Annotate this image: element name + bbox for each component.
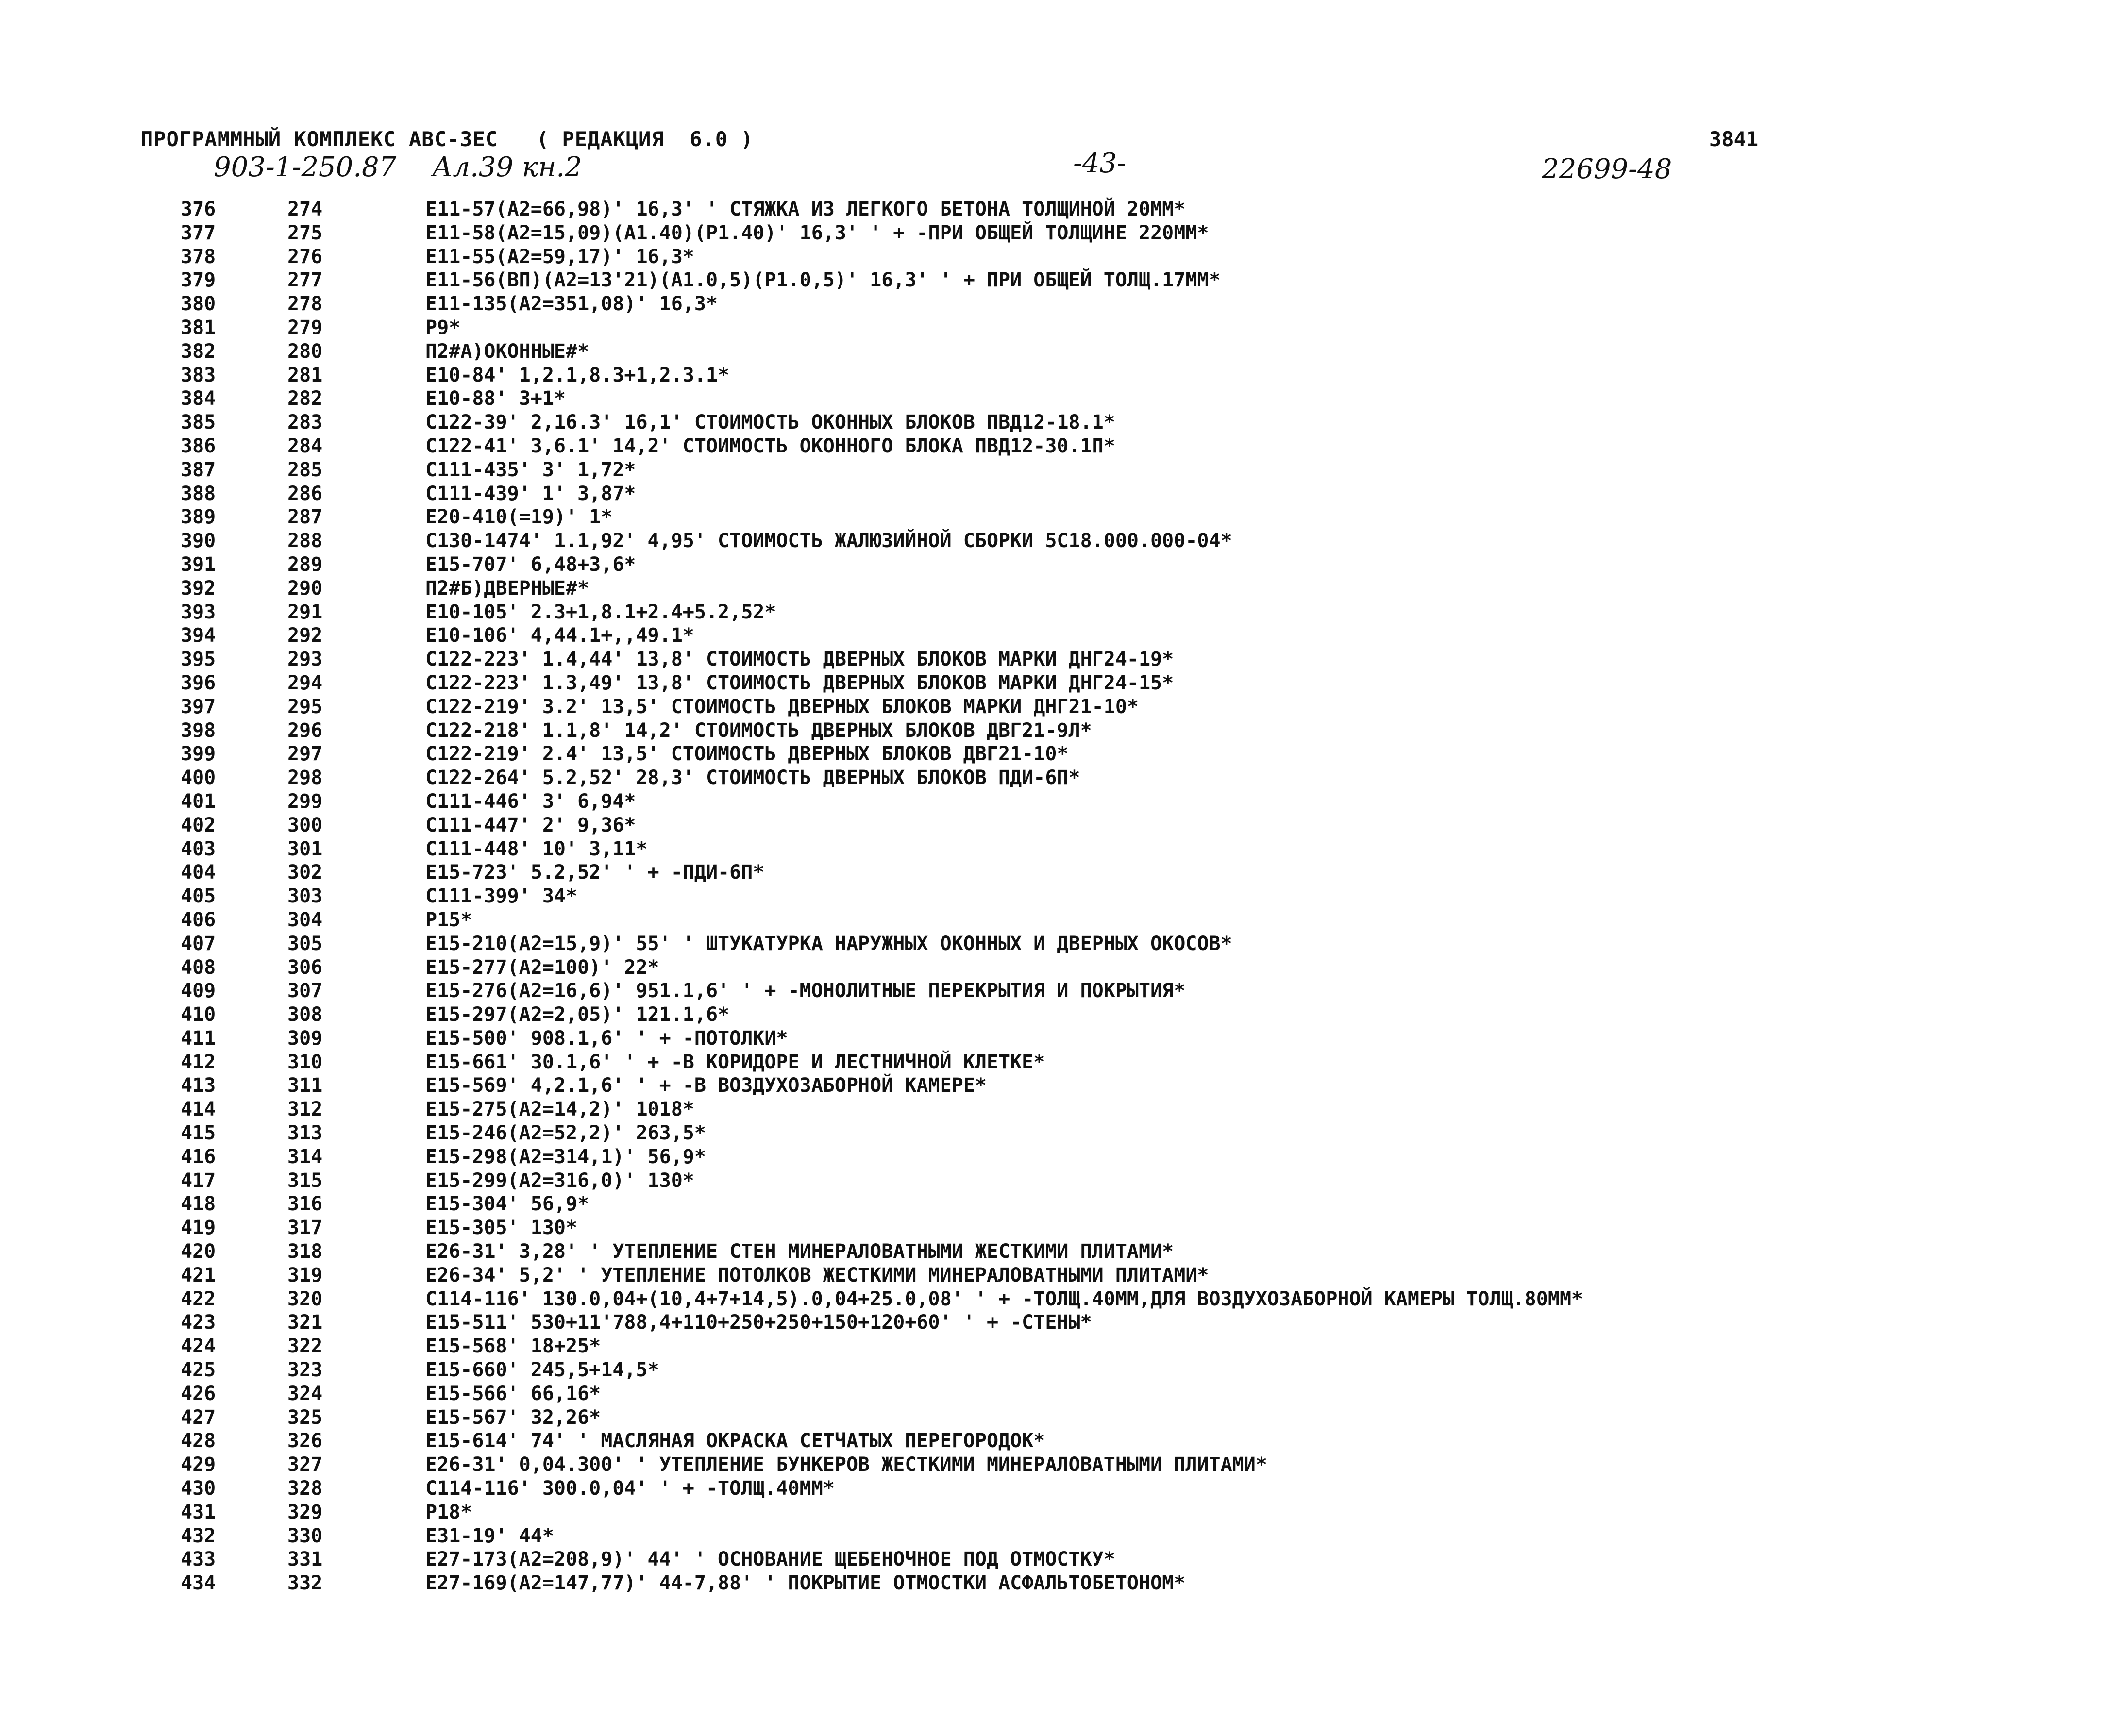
listing-row: [0, 1217, 2120, 1240]
listing-row: [0, 672, 2120, 696]
statement-number: 324: [287, 1382, 323, 1405]
listing-row: [0, 1335, 2120, 1359]
listing-row: [0, 861, 2120, 885]
statement-text: Е15-511' 530+11'788,4+110+250+250+150+120+60' ' + -СТЕНЫ*: [425, 1311, 1092, 1334]
statement-text: Е15-210(А2=15,9)' 55' ' ШТУКАТУРКА НАРУЖНЫХ ОКОННЫХ И ДВЕРНЫХ ОКОСОВ*: [425, 932, 1232, 955]
listing-row: [0, 814, 2120, 838]
statement-number: 293: [287, 648, 323, 671]
line-number: 411: [181, 1027, 216, 1050]
listing-row: [0, 1477, 2120, 1501]
listing-row: [0, 411, 2120, 435]
line-number: 398: [181, 719, 216, 742]
listing-row: [0, 1193, 2120, 1217]
listing-row: [0, 577, 2120, 601]
statement-number: 307: [287, 980, 323, 1002]
statement-number: 304: [287, 908, 323, 931]
statement-number: 319: [287, 1264, 323, 1286]
statement-number: 315: [287, 1169, 323, 1192]
listing-row: [0, 459, 2120, 483]
listing-row: [0, 553, 2120, 577]
listing-row: [0, 696, 2120, 719]
listing-row: [0, 1548, 2120, 1572]
statement-text: С111-435' 3' 1,72*: [425, 458, 636, 481]
statement-number: 320: [287, 1287, 323, 1310]
line-number: 379: [181, 269, 216, 292]
listing-row: [0, 885, 2120, 909]
listing-row: [0, 980, 2120, 1003]
handwritten-project-code: 903-1-250.87: [214, 151, 397, 183]
listing-row: [0, 293, 2120, 317]
statement-number: 318: [287, 1240, 323, 1263]
statement-text: Е10-106' 4,44.1+,,49.1*: [425, 624, 694, 647]
statement-text: Е27-173(А2=208,9)' 44' ' ОСНОВАНИЕ ЩЕБЕНОЧНОЕ ПОД ОТМОСТКУ*: [425, 1548, 1115, 1571]
line-number: 425: [181, 1359, 216, 1382]
statement-text: Р18*: [425, 1501, 472, 1523]
listing-row: [0, 198, 2120, 222]
statement-text: С111-399' 34*: [425, 885, 578, 908]
statement-text: Е15-304' 56,9*: [425, 1193, 589, 1216]
listing-row: [0, 246, 2120, 269]
listing-row: [0, 1430, 2120, 1453]
statement-text: С114-116' 130.0,04+(10,4+7+14,5).0,04+25.0,08' ' + -ТОЛЩ.40ММ,ДЛЯ ВОЗДУХОЗАБОРНОЙ КАМЕРЫ ТОЛЩ.80ММ*: [425, 1287, 1583, 1310]
handwritten-folio-number: -43-: [1073, 148, 1127, 179]
statement-number: 310: [287, 1051, 323, 1073]
statement-text: Е11-58(А2=15,09)(А1.40)(Р1.40)' 16,3' ' + -ПРИ ОБЩЕЙ ТОЛЩИНЕ 220ММ*: [425, 221, 1209, 244]
statement-text: Е15-614' 74' ' МАСЛЯНАЯ ОКРАСКА СЕТЧАТЫХ ПЕРЕГОРОДОК*: [425, 1430, 1045, 1452]
listing-row: [0, 1122, 2120, 1146]
statement-number: 286: [287, 482, 323, 505]
listing-row: [0, 790, 2120, 814]
statement-number: 280: [287, 340, 323, 363]
listing-row: [0, 1051, 2120, 1075]
listing-row: [0, 1288, 2120, 1312]
line-number: 380: [181, 293, 216, 316]
statement-number: 321: [287, 1311, 323, 1334]
line-number: 382: [181, 340, 216, 363]
line-number: 404: [181, 861, 216, 884]
statement-number: 274: [287, 198, 323, 220]
statement-text: Е11-56(ВП)(А2=13'21)(А1.0,5)(Р1.0,5)' 16,3' ' + ПРИ ОБЩЕЙ ТОЛЩ.17ММ*: [425, 269, 1221, 292]
statement-number: 330: [287, 1524, 323, 1547]
line-number: 430: [181, 1477, 216, 1500]
statement-number: 328: [287, 1477, 323, 1500]
line-number: 417: [181, 1169, 216, 1192]
listing-row: [0, 648, 2120, 672]
statement-text: Е10-105' 2.3+1,8.1+2.4+5.2,52*: [425, 601, 776, 623]
line-number: 433: [181, 1548, 216, 1571]
line-number: 390: [181, 530, 216, 552]
line-number: 405: [181, 885, 216, 908]
statement-number: 296: [287, 719, 323, 742]
listing-row: [0, 506, 2120, 530]
listing-row: [0, 1146, 2120, 1169]
statement-number: 294: [287, 671, 323, 694]
line-number: 422: [181, 1287, 216, 1310]
statement-text: П2#Б)ДВЕРНЫЕ#*: [425, 577, 589, 600]
statement-text: С122-39' 2,16.3' 16,1' СТОИМОСТЬ ОКОННЫХ БЛОКОВ ПВД12-18.1*: [425, 411, 1115, 434]
statement-number: 301: [287, 837, 323, 860]
statement-text: П2#А)ОКОННЫЕ#*: [425, 340, 589, 363]
line-number: 376: [181, 198, 216, 220]
listing-row: [0, 1525, 2120, 1549]
line-number: 401: [181, 790, 216, 813]
program-header-title: ПРОГРАММНЫЙ КОМПЛЕКС АВС-3ЕС ( РЕДАКЦИЯ 6.0 ): [141, 127, 754, 151]
statement-text: Е11-55(А2=59,17)' 16,3*: [425, 245, 694, 268]
statement-text: С111-447' 2' 9,36*: [425, 814, 636, 836]
line-number: 432: [181, 1524, 216, 1547]
statement-text: С122-223' 1.4,44' 13,8' СТОИМОСТЬ ДВЕРНЫХ БЛОКОВ МАРКИ ДНГ24-19*: [425, 648, 1174, 671]
statement-number: 305: [287, 932, 323, 955]
statement-text: Е15-569' 4,2.1,6' ' + -В ВОЗДУХОЗАБОРНОЙ КАМЕРЕ*: [425, 1074, 987, 1097]
listing-row: [0, 317, 2120, 340]
line-number: 378: [181, 245, 216, 268]
line-number: 407: [181, 932, 216, 955]
statement-number: 290: [287, 577, 323, 600]
statement-number: 288: [287, 530, 323, 552]
line-number: 431: [181, 1501, 216, 1523]
line-number: 434: [181, 1572, 216, 1595]
line-number: 377: [181, 221, 216, 244]
listing-row: [0, 1264, 2120, 1288]
statement-number: 282: [287, 387, 323, 410]
statement-number: 329: [287, 1501, 323, 1523]
statement-number: 297: [287, 743, 323, 766]
statement-number: 313: [287, 1122, 323, 1145]
statement-text: С122-264' 5.2,52' 28,3' СТОИМОСТЬ ДВЕРНЫХ БЛОКОВ ПДИ-6П*: [425, 767, 1080, 789]
statement-number: 322: [287, 1335, 323, 1358]
line-number: 395: [181, 648, 216, 671]
listing-row: [0, 1169, 2120, 1193]
statement-number: 275: [287, 221, 323, 244]
line-number: 429: [181, 1453, 216, 1476]
statement-text: Е15-661' 30.1,6' ' + -В КОРИДОРЕ И ЛЕСТНИЧНОЙ КЛЕТКЕ*: [425, 1051, 1045, 1073]
statement-number: 323: [287, 1359, 323, 1382]
line-number: 381: [181, 316, 216, 339]
statement-text: Е27-169(А2=147,77)' 44-7,88' ' ПОКРЫТИЕ ОТМОСТКИ АСФАЛЬТОБЕТОНОМ*: [425, 1572, 1186, 1595]
line-number: 396: [181, 671, 216, 694]
statement-text: Е15-707' 6,48+3,6*: [425, 553, 636, 576]
statement-number: 283: [287, 411, 323, 434]
statement-number: 314: [287, 1145, 323, 1168]
statement-text: Е26-34' 5,2' ' УТЕПЛЕНИЕ ПОТОЛКОВ ЖЕСТКИМИ МИНЕРАЛОВАТНЫМИ ПЛИТАМИ*: [425, 1264, 1209, 1286]
statement-number: 325: [287, 1406, 323, 1429]
listing-row: [0, 909, 2120, 933]
statement-number: 326: [287, 1430, 323, 1452]
statement-text: Е10-84' 1,2.1,8.3+1,2.3.1*: [425, 364, 730, 386]
line-number: 414: [181, 1098, 216, 1121]
line-number: 421: [181, 1264, 216, 1286]
statement-text: Е15-660' 245,5+14,5*: [425, 1359, 659, 1382]
statement-number: 332: [287, 1572, 323, 1595]
listing-row: [0, 269, 2120, 293]
statement-number: 299: [287, 790, 323, 813]
listing-row: [0, 933, 2120, 956]
statement-text: С122-41' 3,6.1' 14,2' СТОИМОСТЬ ОКОННОГО БЛОКА ПВД12-30.1П*: [425, 434, 1115, 457]
listing-row: [0, 1406, 2120, 1430]
listing-row: [0, 1383, 2120, 1406]
listing-row: [0, 1501, 2120, 1525]
statement-number: 287: [287, 506, 323, 529]
line-number: 392: [181, 577, 216, 600]
line-number: 402: [181, 814, 216, 836]
statement-text: Е20-410(=19)' 1*: [425, 506, 613, 529]
listing-row: [0, 483, 2120, 506]
statement-text: Е15-246(А2=52,2)' 263,5*: [425, 1122, 706, 1145]
statement-number: 300: [287, 814, 323, 836]
statement-number: 284: [287, 434, 323, 457]
listing-row: [0, 1572, 2120, 1596]
line-number: 391: [181, 553, 216, 576]
statement-number: 306: [287, 956, 323, 979]
statement-number: 312: [287, 1098, 323, 1121]
statement-number: 302: [287, 861, 323, 884]
statement-text: Е15-297(А2=2,05)' 121.1,6*: [425, 1003, 730, 1026]
listing-row: [0, 838, 2120, 862]
line-number: 384: [181, 387, 216, 410]
line-number: 387: [181, 458, 216, 481]
line-number: 409: [181, 980, 216, 1002]
statement-text: С122-219' 3.2' 13,5' СТОИМОСТЬ ДВЕРНЫХ БЛОКОВ МАРКИ ДНГ21-10*: [425, 695, 1139, 718]
listing-row: [0, 1311, 2120, 1335]
listing-row: [0, 530, 2120, 553]
line-number: 389: [181, 506, 216, 529]
line-number: 418: [181, 1193, 216, 1216]
line-number: 383: [181, 364, 216, 386]
statement-number: 327: [287, 1453, 323, 1476]
line-number: 385: [181, 411, 216, 434]
line-number: 408: [181, 956, 216, 979]
listing-row: [0, 1003, 2120, 1027]
handwritten-document-number: 22699-48: [1542, 153, 1672, 185]
statement-text: Р9*: [425, 316, 461, 339]
line-number: 394: [181, 624, 216, 647]
line-number: 416: [181, 1145, 216, 1168]
line-number: 428: [181, 1430, 216, 1452]
statement-number: 291: [287, 601, 323, 623]
listing-row: [0, 1027, 2120, 1051]
statement-number: 289: [287, 553, 323, 576]
statement-text: Е31-19' 44*: [425, 1524, 554, 1547]
line-number: 397: [181, 695, 216, 718]
statement-number: 317: [287, 1217, 323, 1239]
page-number: 3841: [1709, 127, 1759, 151]
listing-row: [0, 1074, 2120, 1098]
statement-text: Р15*: [425, 908, 472, 931]
statement-text: С122-218' 1.1,8' 14,2' СТОИМОСТЬ ДВЕРНЫХ БЛОКОВ ДВГ21-9Л*: [425, 719, 1092, 742]
listing-row: [0, 222, 2120, 246]
statement-text: Е15-298(А2=314,1)' 56,9*: [425, 1145, 706, 1168]
statement-text: Е15-299(А2=316,0)' 130*: [425, 1169, 694, 1192]
statement-text: Е15-275(А2=14,2)' 1018*: [425, 1098, 694, 1121]
statement-text: С130-1474' 1.1,92' 4,95' СТОИМОСТЬ ЖАЛЮЗИЙНОЙ СБОРКИ 5С18.000.000-04*: [425, 530, 1232, 552]
line-number: 423: [181, 1311, 216, 1334]
line-number: 400: [181, 767, 216, 789]
statement-number: 311: [287, 1074, 323, 1097]
statement-text: С114-116' 300.0,04' ' + -ТОЛЩ.40ММ*: [425, 1477, 835, 1500]
statement-number: 292: [287, 624, 323, 647]
statement-number: 309: [287, 1027, 323, 1050]
statement-text: Е26-31' 3,28' ' УТЕПЛЕНИЕ СТЕН МИНЕРАЛОВАТНЫМИ ЖЕСТКИМИ ПЛИТАМИ*: [425, 1240, 1174, 1263]
statement-number: 295: [287, 695, 323, 718]
line-number: 412: [181, 1051, 216, 1073]
listing-row: [0, 956, 2120, 980]
statement-text: Е11-57(А2=66,98)' 16,3' ' СТЯЖКА ИЗ ЛЕГКОГО БЕТОНА ТОЛЩИНОЙ 20ММ*: [425, 198, 1186, 220]
listing-row: [0, 340, 2120, 364]
line-number: 386: [181, 434, 216, 457]
listing-row: [0, 601, 2120, 625]
statement-text: Е15-277(А2=100)' 22*: [425, 956, 659, 979]
line-number: 406: [181, 908, 216, 931]
statement-text: С111-448' 10' 3,11*: [425, 837, 648, 860]
line-number: 426: [181, 1382, 216, 1405]
statement-number: 279: [287, 316, 323, 339]
statement-text: Е15-305' 130*: [425, 1217, 578, 1239]
statement-number: 277: [287, 269, 323, 292]
statement-text: Е15-723' 5.2,52' ' + -ПДИ-6П*: [425, 861, 765, 884]
line-number: 403: [181, 837, 216, 860]
listing-row: [0, 364, 2120, 388]
statement-number: 298: [287, 767, 323, 789]
line-number: 419: [181, 1217, 216, 1239]
statement-number: 278: [287, 293, 323, 316]
statement-number: 331: [287, 1548, 323, 1571]
listing-row: [0, 1098, 2120, 1122]
statement-number: 276: [287, 245, 323, 268]
statement-text: Е11-135(А2=351,08)' 16,3*: [425, 293, 718, 316]
statement-number: 281: [287, 364, 323, 386]
listing-row: [0, 624, 2120, 648]
listing-row: [0, 743, 2120, 767]
statement-number: 285: [287, 458, 323, 481]
statement-text: Е15-566' 66,16*: [425, 1382, 601, 1405]
statement-text: Е15-567' 32,26*: [425, 1406, 601, 1429]
statement-text: Е26-31' 0,04.300' ' УТЕПЛЕНИЕ БУНКЕРОВ ЖЕСТКИМИ МИНЕРАЛОВАТНЫМИ ПЛИТАМИ*: [425, 1453, 1267, 1476]
statement-text: Е15-500' 908.1,6' ' + -ПОТОЛКИ*: [425, 1027, 788, 1050]
listing-row: [0, 1240, 2120, 1264]
statement-text: С122-223' 1.3,49' 13,8' СТОИМОСТЬ ДВЕРНЫХ БЛОКОВ МАРКИ ДНГ24-15*: [425, 671, 1174, 694]
line-number: 415: [181, 1122, 216, 1145]
listing-row: [0, 719, 2120, 743]
listing-row: [0, 435, 2120, 459]
statement-text: Е15-276(А2=16,6)' 951.1,6' ' + -МОНОЛИТНЫЕ ПЕРЕКРЫТИЯ И ПОКРЫТИЯ*: [425, 980, 1186, 1002]
listing-row: [0, 1453, 2120, 1477]
statement-number: 303: [287, 885, 323, 908]
statement-number: 308: [287, 1003, 323, 1026]
statement-text: С111-439' 1' 3,87*: [425, 482, 636, 505]
line-number: 399: [181, 743, 216, 766]
statement-text: Е15-568' 18+25*: [425, 1335, 601, 1358]
line-number: 388: [181, 482, 216, 505]
line-number: 410: [181, 1003, 216, 1026]
listing-row: [0, 1359, 2120, 1383]
listing-row: [0, 767, 2120, 790]
statement-text: С122-219' 2.4' 13,5' СТОИМОСТЬ ДВЕРНЫХ БЛОКОВ ДВГ21-10*: [425, 743, 1069, 766]
line-number: 427: [181, 1406, 216, 1429]
line-number: 420: [181, 1240, 216, 1263]
statement-text: С111-446' 3' 6,94*: [425, 790, 636, 813]
statement-number: 316: [287, 1193, 323, 1216]
listing-row: [0, 387, 2120, 411]
statement-text: Е10-88' 3+1*: [425, 387, 566, 410]
line-number: 413: [181, 1074, 216, 1097]
line-number: 424: [181, 1335, 216, 1358]
listing-rows: [0, 198, 2120, 1596]
handwritten-sheet-reference: Ал.39 кн.2: [432, 151, 582, 183]
line-number: 393: [181, 601, 216, 623]
